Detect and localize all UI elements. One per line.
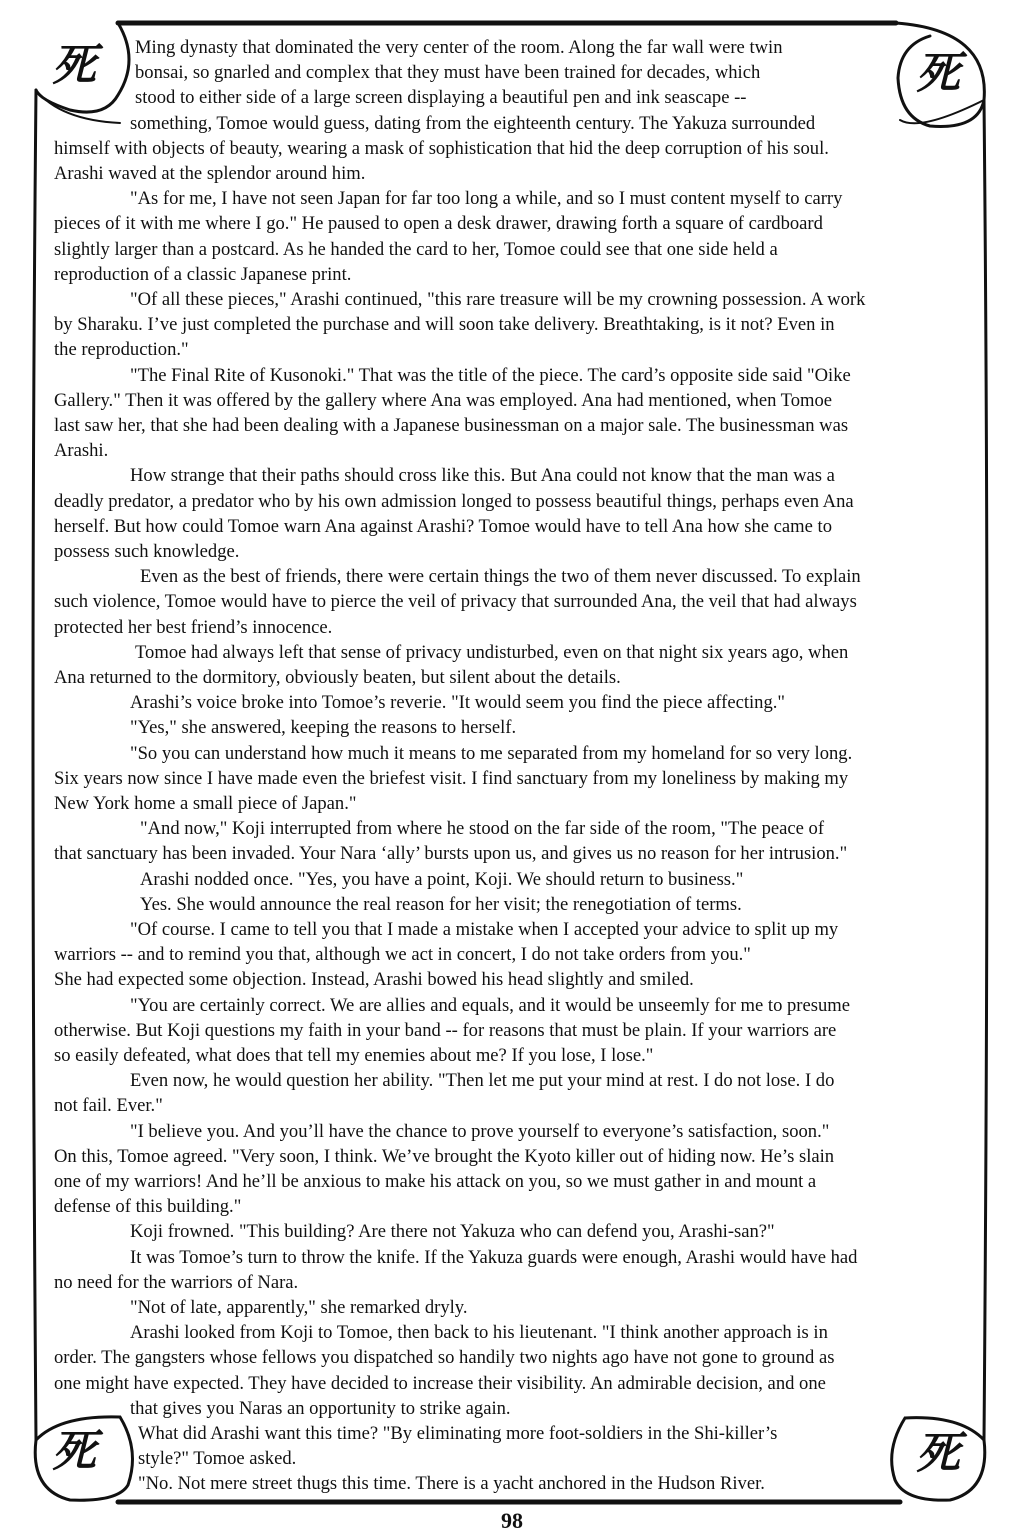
text-line: "Of course. I came to tell you that I made a mistake when I accepted your advice to split up my: [130, 919, 839, 940]
text-line: slightly larger than a postcard. As he handed the card to her, Tomoe could see that one side held a: [54, 238, 778, 260]
text-line: It was Tomoe’s turn to throw the knife. If the Yakuza guards were enough, Arashi would have had: [130, 1246, 858, 1268]
text-line: "The Final Rite of Kusonoki." That was the title of the piece. The card’s opposite side said "Oike: [130, 364, 851, 386]
page-number: 98: [501, 1508, 523, 1533]
text-line: How strange that their paths should cross like this. But Ana could not know that the man was a: [130, 465, 835, 487]
text-line: otherwise. But Koji questions my faith in your band -- for reasons that must be plain. If your warriors are: [54, 1019, 837, 1041]
text-line: warriors -- and to remind you that, although we act in concert, I do not take orders from you.": [54, 944, 751, 966]
text-line: by Sharaku. I’ve just completed the purchase and will soon take delivery. Breathtaking, is it not? Even in: [54, 314, 835, 336]
text-line: herself. But how could Tomoe warn Ana against Arashi? Tomoe would have to tell Ana how she came to: [54, 515, 832, 537]
text-line: New York home a small piece of Japan.": [54, 793, 357, 814]
text-line: protected her best friend’s innocence.: [54, 616, 333, 638]
text-line: "So you can understand how much it means to me separated from my homeland for so very long.: [130, 742, 853, 764]
text-line: What did Arashi want this time? "By eliminating more foot-soldiers in the Shi-killer’s: [138, 1423, 778, 1444]
text-line: "You are certainly correct. We are allies and equals, and it would be unseemly for me to presume: [130, 994, 850, 1016]
text-line: "As for me, I have not seen Japan for far too long a while, and so I must content myself to carry: [130, 188, 843, 210]
text-line: Ming dynasty that dominated the very center of the room. Along the far wall were twin: [135, 37, 783, 58]
text-line: "No. Not mere street thugs this time. There is a yacht anchored in the Hudson River.: [138, 1473, 765, 1495]
text-line: "And now," Koji interrupted from where he stood on the far side of the room, "The peace of: [140, 818, 825, 840]
text-line: something, Tomoe would guess, dating from the eighteenth century. The Yakuza surrounded: [130, 112, 816, 134]
text-line: order. The gangsters whose fellows you dispatched so handily two nights ago have not gone to ground as: [54, 1347, 835, 1369]
text-line: bonsai, so gnarled and complex that they must have been trained for decades, which: [135, 62, 761, 84]
text-line: one of my warriors! And he’ll be anxious to make his attack on you, so we must gather in and mount a: [54, 1171, 817, 1192]
text-line: no need for the warriors of Nara.: [54, 1271, 299, 1293]
text-line: Gallery." Then it was offered by the gallery where Ana was employed. Ana had mentioned, when Tomoe: [54, 389, 833, 411]
right-rule: [984, 100, 987, 1440]
left-rule: [33, 90, 36, 1440]
emblem-top-left: 死: [52, 40, 96, 91]
text-line: himself with objects of beauty, wearing a mask of sophistication that hid the deep corruption of his soul.: [54, 137, 829, 159]
text-line: On this, Tomoe agreed. "Very soon, I think. We’ve brought the Kyoto killer out of hiding now. He’s slain: [54, 1145, 835, 1167]
text-line: "Yes," she answered, keeping the reasons to herself.: [130, 717, 517, 739]
text-line: such violence, Tomoe would have to pierce the veil of privacy that surrounded Ana, the veil that had always: [54, 591, 857, 613]
text-line: She had expected some objection. Instead, Arashi bowed his head slightly and smiled.: [54, 969, 694, 991]
text-line: defense of this building.": [54, 1196, 242, 1218]
text-line: reproduction of a classic Japanese print.: [54, 263, 352, 285]
text-line: Arashi.: [54, 440, 109, 462]
text-line: Arashi looked from Koji to Tomoe, then back to his lieutenant. "I think another approach is in: [130, 1322, 828, 1344]
text-line: Arashi waved at the splendor around him.: [54, 163, 366, 184]
text-line: Ana returned to the dormitory, obviously beaten, but silent about the details.: [54, 667, 621, 688]
text-line: that gives you Naras an opportunity to strike again.: [130, 1397, 511, 1419]
text-line: one might have expected. They have decided to increase their visibility. An admirable decision, and one: [54, 1372, 826, 1394]
text-line: Koji frowned. "This building? Are there not Yakuza who can defend you, Arashi-san?": [130, 1221, 775, 1243]
text-line: so easily defeated, what does that tell my enemies about me? If you lose, I lose.": [54, 1045, 654, 1066]
text-line: Tomoe had always left that sense of privacy undisturbed, even on that night six years ago, when: [135, 641, 849, 663]
text-line: pieces of it with me where I go." He paused to open a desk drawer, drawing forth a square of cardboard: [54, 213, 823, 235]
text-line: stood to either side of a large screen displaying a beautiful pen and ink seascape --: [135, 87, 747, 109]
text-line: Yes. She would announce the real reason for her visit; the renegotiation of terms.: [140, 893, 742, 915]
text-line: the reproduction.": [54, 339, 189, 361]
text-line: "I believe you. And you’ll have the chance to prove yourself to everyone’s satisfaction, soon.": [130, 1120, 830, 1142]
text-line: Arashi’s voice broke into Tomoe’s reverie. "It would seem you find the piece affecting.": [130, 692, 786, 714]
text-line: style?" Tomoe asked.: [138, 1448, 297, 1470]
text-line: Even as the best of friends, there were certain things the two of them never discussed. To explain: [140, 566, 861, 588]
text-line: "Of all these pieces," Arashi continued, "this rare treasure will be my crowning possession. A work: [130, 289, 866, 310]
text-line: Arashi nodded once. "Yes, you have a point, Koji. We should return to business.": [140, 868, 744, 890]
text-line: Six years now since I have made even the briefest visit. I find sanctuary from my loneliness by making my: [54, 767, 849, 789]
text-line: "Not of late, apparently," she remarked dryly.: [130, 1297, 468, 1318]
text-line: deadly predator, a predator who by his own admission longed to possess beautiful things, perhaps even Ana: [54, 490, 854, 512]
text-line: Even now, he would question her ability. "Then let me put your mind at rest. I do not lose. I do: [130, 1070, 835, 1092]
text-line: that sanctuary has been invaded. Your Nara ‘ally’ bursts upon us, and gives us no reason for her intrusion.": [54, 843, 848, 865]
text-line: possess such knowledge.: [54, 541, 240, 562]
emblem-bottom-left: 死: [52, 1426, 96, 1477]
emblem-bottom-right: 死: [916, 1428, 960, 1479]
text-line: not fail. Ever.": [54, 1095, 163, 1117]
text-line: last saw her, that she had been dealing with a Japanese businessman on a major sale. The businessman was: [54, 415, 849, 436]
emblem-top-right: 死: [916, 48, 960, 99]
